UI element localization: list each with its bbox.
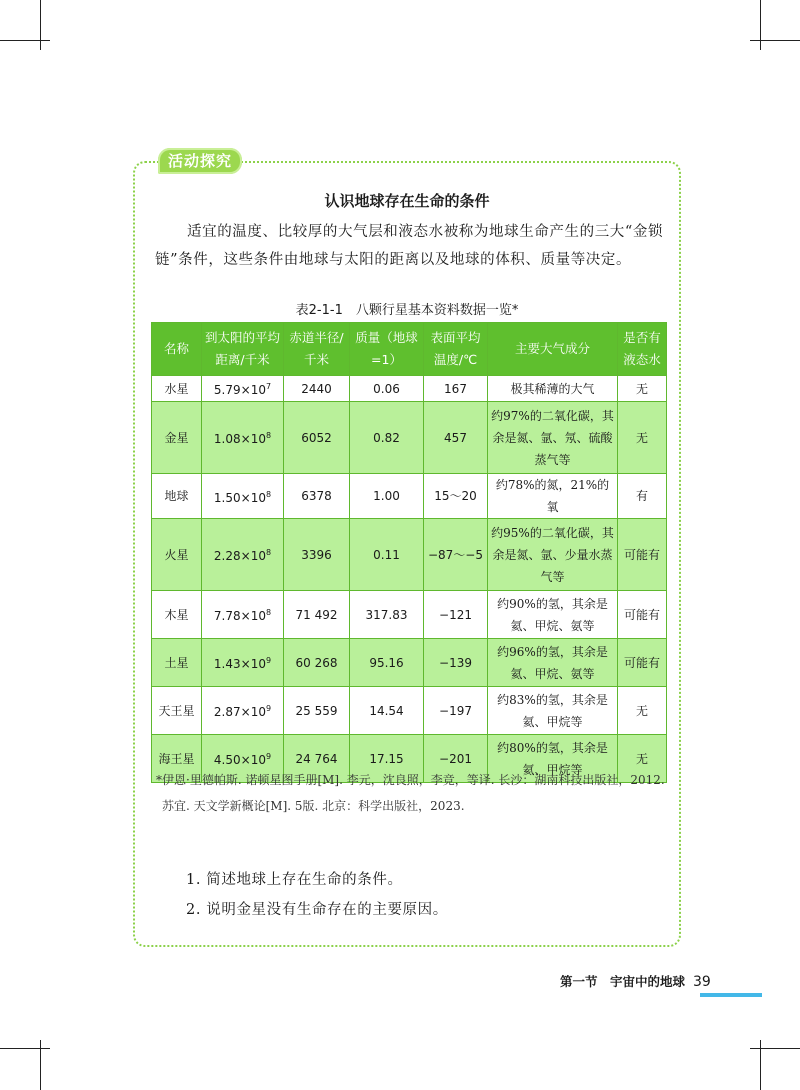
distance-mantissa: 1.43×10 (213, 657, 266, 671)
distance-exponent: 9 (265, 752, 272, 761)
table-row (152, 474, 667, 519)
header-cell: 主要大气成分 (488, 323, 618, 376)
table-cell (202, 687, 284, 735)
references (156, 769, 682, 817)
table-cell: 约78%的氮，21%的氧 (488, 474, 618, 519)
page-footer (560, 972, 711, 990)
crop-mark (0, 40, 50, 41)
table-cell: 95.16 (350, 639, 424, 687)
table-cell: 金星 (152, 402, 202, 474)
distance-exponent: 7 (265, 382, 272, 391)
activity-badge: 活动探究 (158, 148, 242, 174)
crop-mark (0, 1048, 50, 1049)
distance-mantissa: 2.28×10 (213, 549, 266, 563)
table-cell: 约96%的氢，其余是氦、甲烷、氨等 (488, 639, 618, 687)
table-cell: 0.82 (350, 402, 424, 474)
table-cell: 317.83 (350, 591, 424, 639)
question-item: 2. 说明金星没有生命存在的主要原因。 (186, 902, 448, 918)
footer-bar (700, 993, 762, 997)
section-title: 认识地球存在生命的条件 (324, 192, 490, 210)
table-cell: −197 (424, 687, 488, 735)
distance-exponent: 8 (265, 608, 272, 617)
table-cell: 约95%的二氧化碳，其余是氮、氩、少量水蒸气等 (488, 519, 618, 591)
table-row (152, 376, 667, 402)
table-cell: 17.15 (350, 735, 424, 783)
distance-exponent: 9 (265, 704, 272, 713)
table-cell (202, 639, 284, 687)
table-cell: 极其稀薄的大气 (488, 376, 618, 402)
table-cell: 约90%的氢，其余是氦、甲烷、氨等 (488, 591, 618, 639)
table-cell: 火星 (152, 519, 202, 591)
reference-item: 苏宜. 天文学新概论[M]. 5版. 北京：科学出版社，2023. (162, 799, 465, 813)
table-cell: 约83%的氢，其余是氦、甲烷等 (488, 687, 618, 735)
header-cell: 是否有液态水 (618, 323, 667, 376)
table-cell: 6378 (284, 474, 350, 519)
table-cell: 1.00 (350, 474, 424, 519)
table-cell (202, 519, 284, 591)
table-cell: −121 (424, 591, 488, 639)
distance-mantissa: 5.79×10 (213, 383, 266, 397)
table-cell: −139 (424, 639, 488, 687)
distance-exponent: 8 (265, 431, 272, 440)
table-cell (202, 376, 284, 402)
table-cell: −201 (424, 735, 488, 783)
intro-paragraph: 适宜的温度、比较厚的大气层和液态水被称为地球生命产生的三大“金锁链”条件，这些条件由地球与太阳的距离以及地球的体积、质量等决定。 (155, 224, 664, 268)
table-row (152, 402, 667, 474)
header-cell: 到太阳的平均距离/千米 (202, 323, 284, 376)
table-cell: 天王星 (152, 687, 202, 735)
table-row (152, 687, 667, 735)
table-cell: 水星 (152, 376, 202, 402)
header-cell: 表面平均温度/℃ (424, 323, 488, 376)
table-cell: 可能有 (618, 519, 667, 591)
table-cell: 71 492 (284, 591, 350, 639)
page-number: 39 (693, 974, 711, 990)
table-header-row (152, 323, 667, 376)
table-cell: 地球 (152, 474, 202, 519)
table-row (152, 591, 667, 639)
table-cell: 25 559 (284, 687, 350, 735)
table-row (152, 639, 667, 687)
question-item: 1. 简述地球上存在生命的条件。 (186, 872, 403, 888)
table-cell: 有 (618, 474, 667, 519)
distance-mantissa: 4.50×10 (213, 753, 266, 767)
table-cell: 土星 (152, 639, 202, 687)
table-cell: 167 (424, 376, 488, 402)
table-cell (202, 474, 284, 519)
table-cell: 14.54 (350, 687, 424, 735)
distance-mantissa: 1.08×10 (213, 432, 266, 446)
table-cell: 457 (424, 402, 488, 474)
table-cell: 约80%的氢，其余是氦、甲烷等 (488, 735, 618, 783)
table-cell (202, 591, 284, 639)
distance-exponent: 8 (265, 489, 272, 499)
table-cell: 可能有 (618, 591, 667, 639)
table-row (152, 519, 667, 591)
table-cell: 2440 (284, 376, 350, 402)
table-cell: 60 268 (284, 639, 350, 687)
planet-data-table (151, 322, 667, 783)
distance-mantissa: 2.87×10 (213, 705, 266, 719)
distance-mantissa: 1.50×10 (213, 490, 266, 505)
table-cell: 海王星 (152, 735, 202, 783)
crop-mark (40, 0, 41, 50)
table-cell: 15～20 (424, 474, 488, 519)
distance-exponent: 8 (265, 548, 272, 557)
footer-section: 第一节 宇宙中的地球 (560, 974, 686, 989)
table-cell: 约97%的二氧化碳，其余是氮、氩、氖、硫酸蒸气等 (488, 402, 618, 474)
table-cell: 3396 (284, 519, 350, 591)
distance-mantissa: 7.78×10 (213, 609, 266, 623)
table-cell: 可能有 (618, 639, 667, 687)
table-cell: 无 (618, 376, 667, 402)
table-cell: 6052 (284, 402, 350, 474)
table-cell (202, 402, 284, 474)
crop-mark (750, 1048, 800, 1049)
header-cell: 赤道半径/千米 (284, 323, 350, 376)
header-cell: 名称 (152, 323, 202, 376)
table-cell: 24 764 (284, 735, 350, 783)
table-caption: 表2-1-1 八颗行星基本资料数据一览* (295, 303, 519, 318)
table-cell: 木星 (152, 591, 202, 639)
table-cell: −87～−5 (424, 519, 488, 591)
table-cell: 0.11 (350, 519, 424, 591)
reference-item: *伊恩·里德帕斯. 诺顿星图手册[M]. 李元，沈良照，李竞，等译. 长沙：湖南科技出版社，2012. (156, 773, 665, 787)
crop-mark (750, 40, 800, 41)
table-cell: 无 (618, 687, 667, 735)
header-cell: 质量（地球=1） (350, 323, 424, 376)
distance-exponent: 9 (265, 656, 272, 665)
table-cell: 无 (618, 402, 667, 474)
table-cell: 无 (618, 735, 667, 783)
crop-mark (760, 0, 761, 50)
table-cell: 0.06 (350, 376, 424, 402)
